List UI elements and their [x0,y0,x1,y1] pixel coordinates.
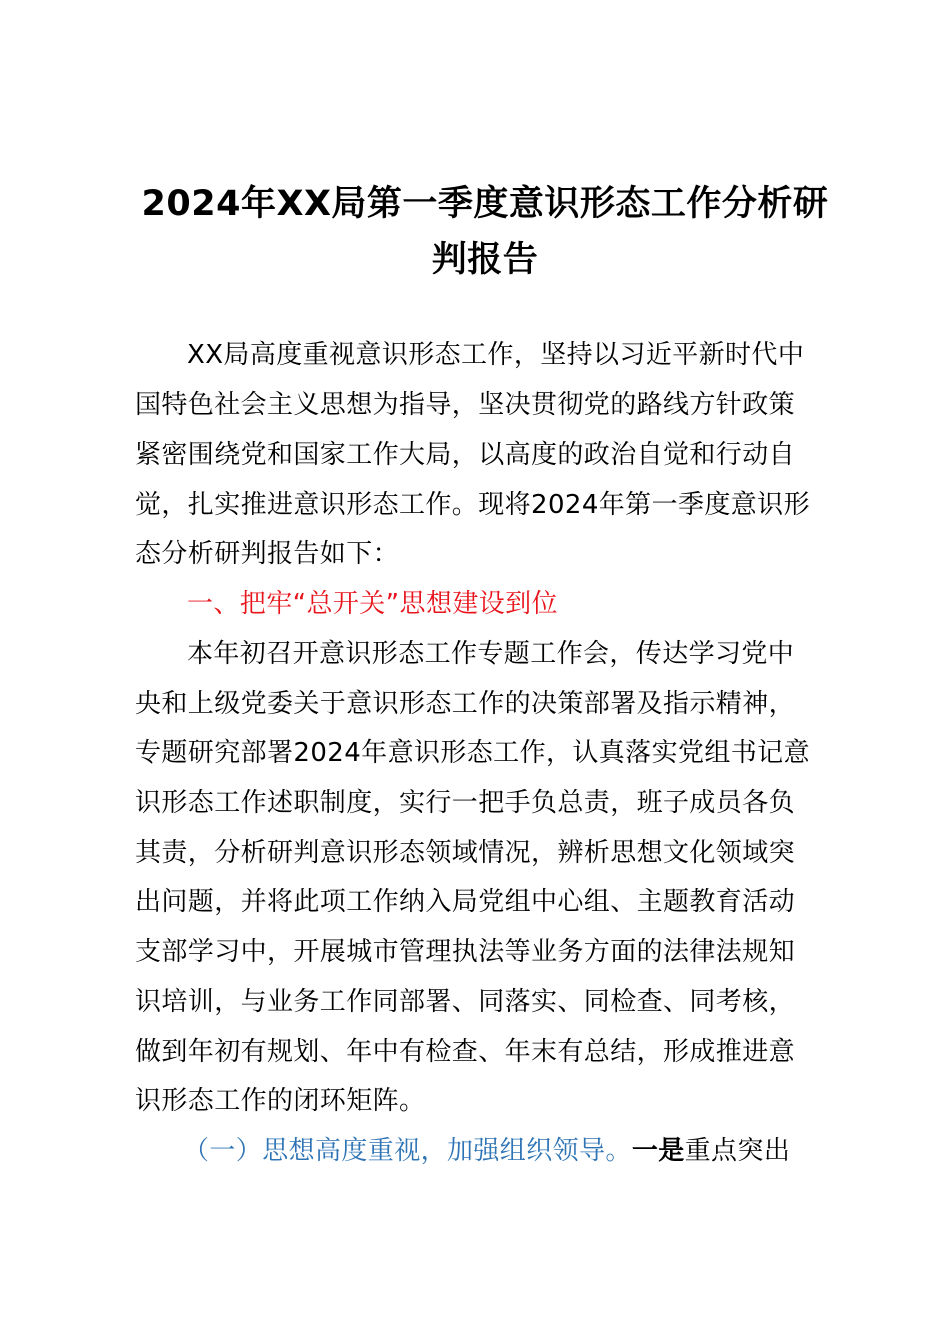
body-line: 本年初召开意识形态工作专题工作会，传达学习党中 [187,639,795,669]
intro-line: 觉，扎实推进意识形态工作。现将2024年第一季度意识形 [135,490,810,520]
body-line: 专题研究部署2024年意识形态工作，认真落实党组书记意 [135,738,810,768]
intro-line: 紧密围绕党和国家工作大局，以高度的政治自觉和行动自 [135,440,796,470]
subsection-line [183,1136,790,1166]
intro-line: 态分析研判报告如下： [135,539,400,569]
body-line: 识形态工作述职制度，实行一把手负总责，班子成员各负 [135,788,796,818]
body-line: 做到年初有规划、年中有检查、年末有总结，形成推进意 [135,1037,796,1067]
section-heading: 一、把牢“总开关”思想建设到位 [187,589,558,619]
body-line: 出问题，并将此项工作纳入局党组中心组、主题教育活动 [135,887,796,917]
document-title [110,176,860,288]
body-line: 其责，分析研判意识形态领域情况，辨析思想文化领域突 [135,838,796,868]
intro-line: XX局高度重视意识形态工作，坚持以习近平新时代中 [187,340,805,370]
title-line-2: 判报告 [431,240,539,280]
body-line: 央和上级党委关于意识形态工作的决策部署及指示精神， [135,689,796,719]
intro-line: 国特色社会主义思想为指导，坚决贯彻党的路线方针政策 [135,390,796,420]
body-line: 识培训，与业务工作同部署、同落实、同检查、同考核， [135,987,796,1017]
body-line: 支部学习中，开展城市管理执法等业务方面的法律法规知 [135,937,796,967]
subsection-bold-lead: 一是 [631,1136,685,1166]
body-line: 识形态工作的闭环矩阵。 [135,1086,426,1116]
subsection-text: 重点突出 [684,1136,791,1166]
subsection-heading: （一）思想高度重视，加强组织领导。 [183,1136,632,1166]
title-line-1: 2024年XX局第一季度意识形态工作分析研 [141,184,829,224]
